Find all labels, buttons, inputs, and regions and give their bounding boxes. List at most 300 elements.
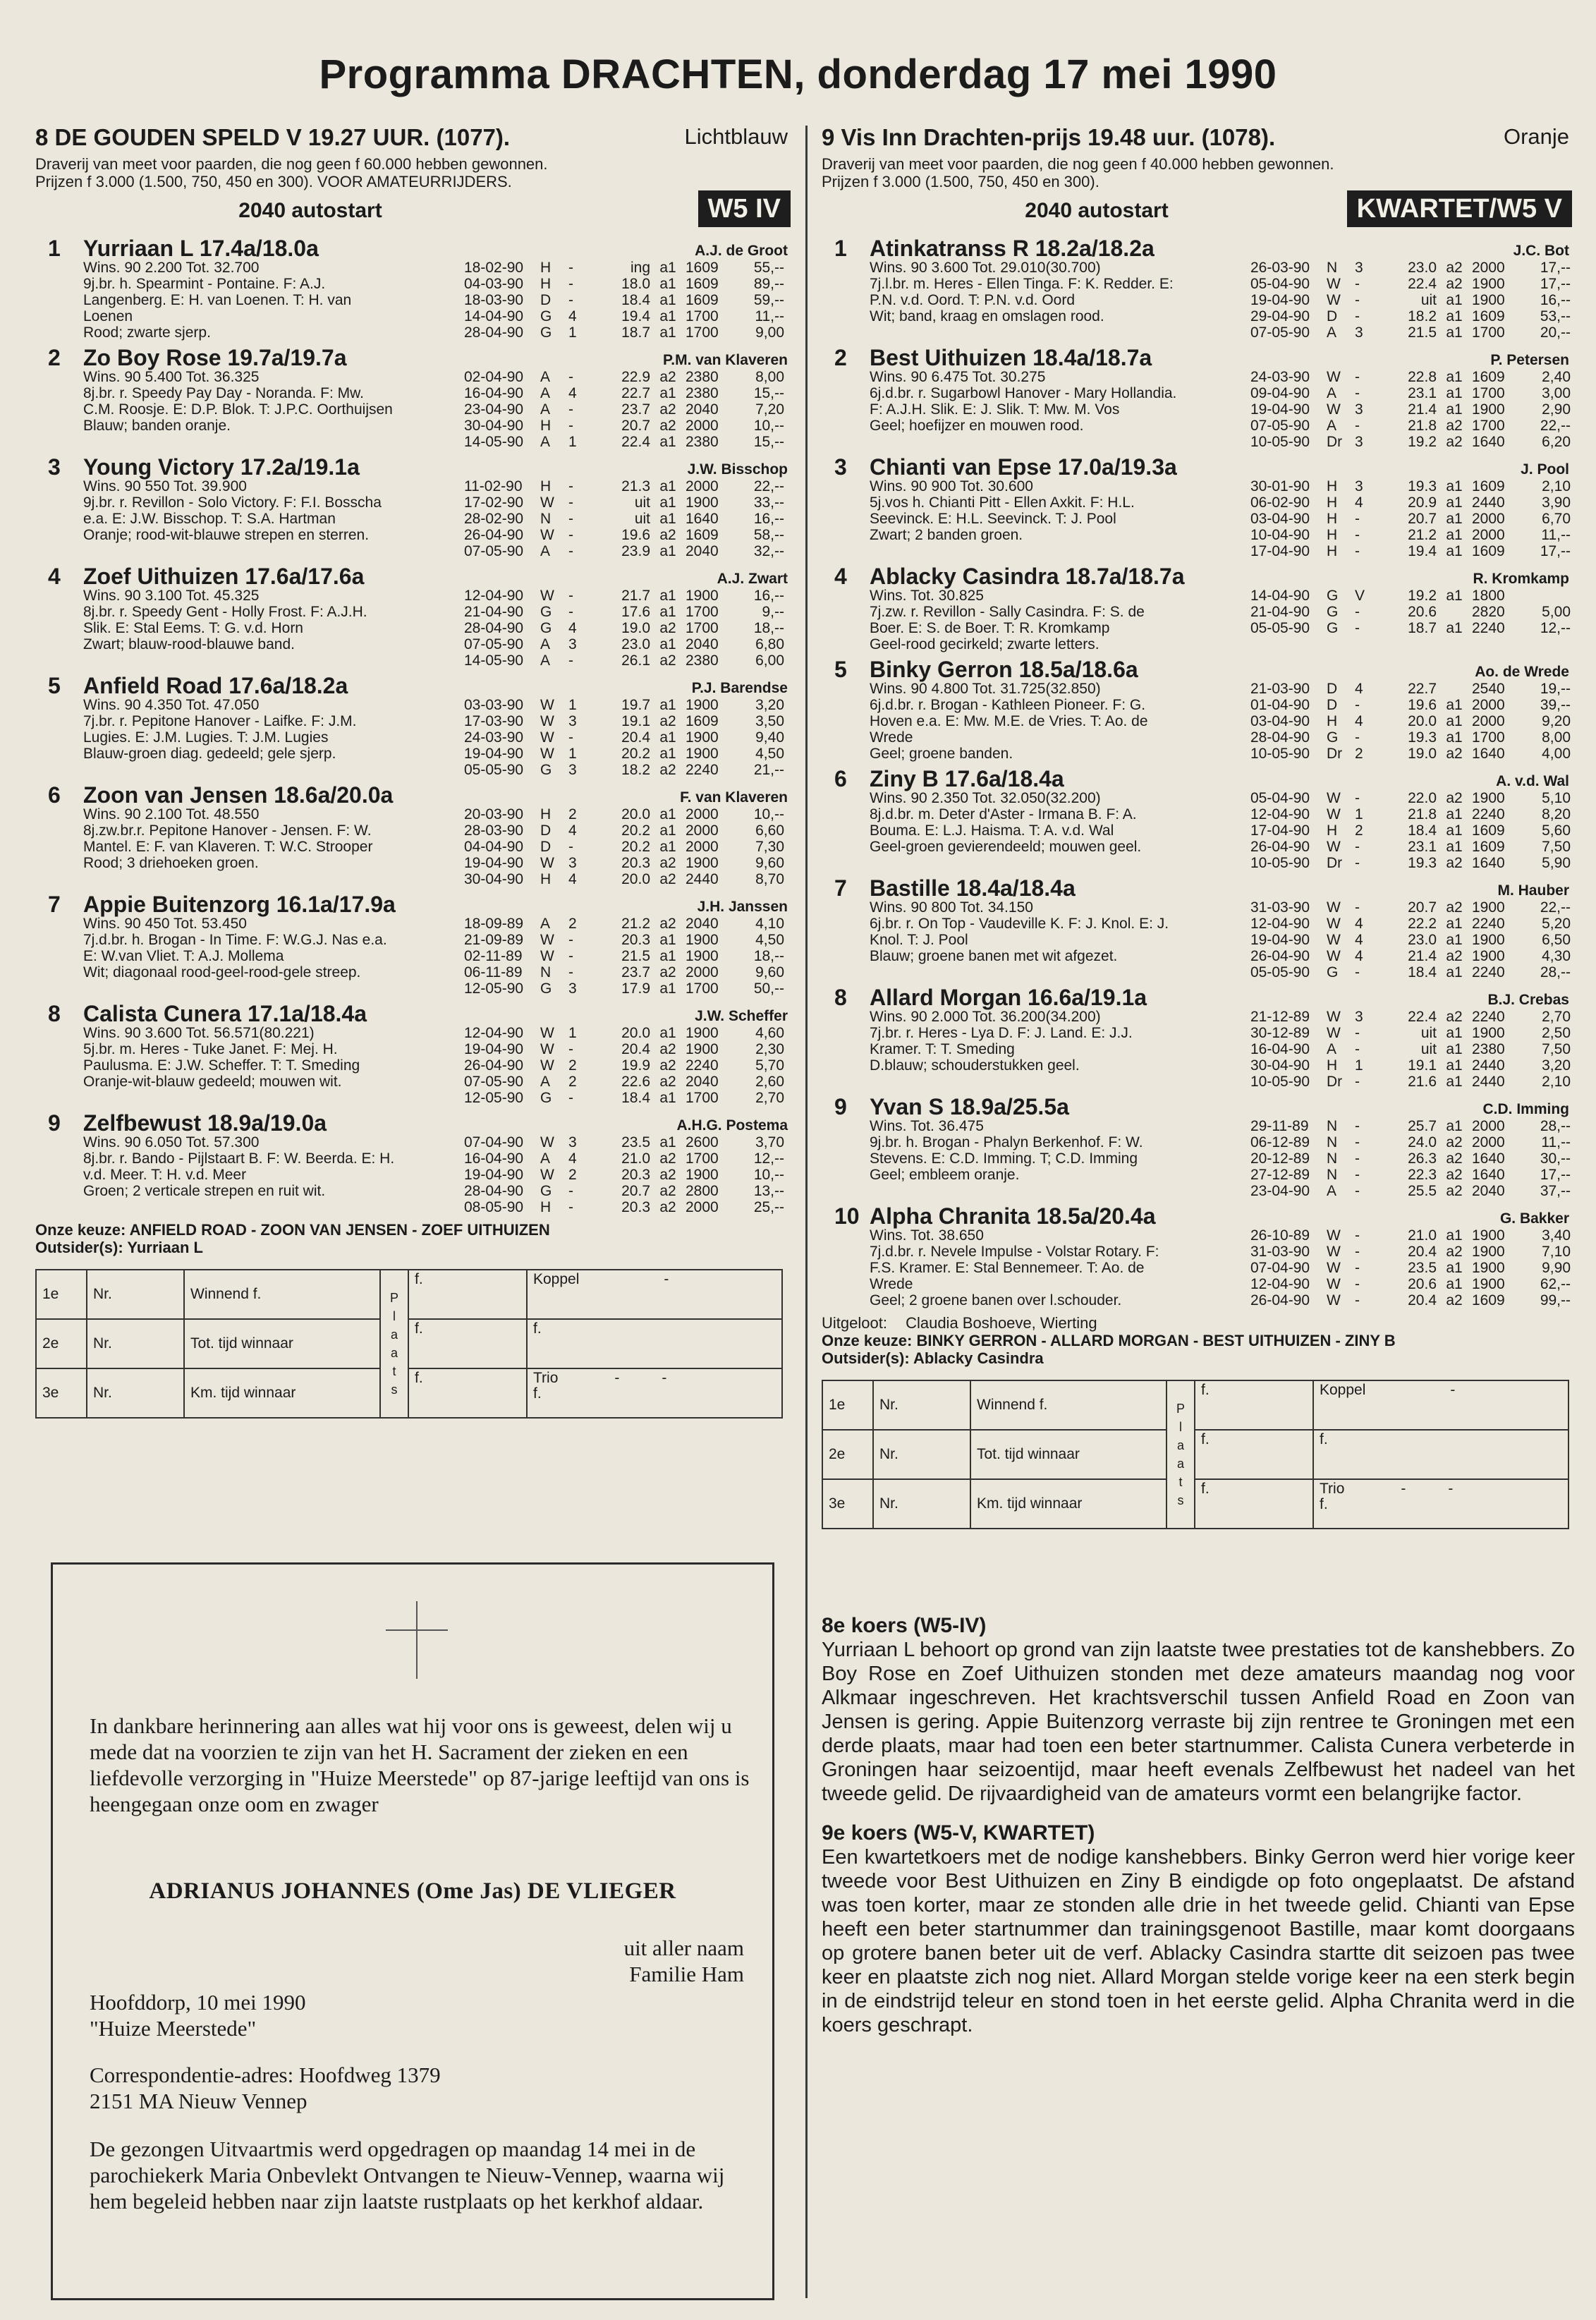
horse-info-line: Wins. Tot. 36.475 xyxy=(870,1118,984,1134)
run-date: 26-03-90 xyxy=(1250,260,1310,276)
run-start: a1 xyxy=(1446,1074,1463,1090)
result-place: 2e xyxy=(36,1319,87,1368)
run-time: ing xyxy=(630,260,650,276)
horse-info xyxy=(83,260,478,341)
form-row xyxy=(1250,588,1575,604)
horse-form-table xyxy=(1250,1009,1575,1090)
koppel-payout: f. xyxy=(1320,1431,1328,1447)
run-place: - xyxy=(1355,385,1360,401)
run-start: a2 xyxy=(1446,790,1463,806)
run-odds: 11,-- xyxy=(1541,1134,1571,1150)
run-date: 19-04-90 xyxy=(464,1041,524,1057)
run-time: uit xyxy=(634,511,650,527)
horse-info-line: Wins. 90 450 Tot. 53.450 xyxy=(83,916,247,932)
run-distance: 1609 xyxy=(686,713,719,729)
run-start: a1 xyxy=(659,1090,676,1106)
run-time: 21.2 xyxy=(621,916,650,932)
run-place: 2 xyxy=(568,1167,577,1183)
run-date: 31-03-90 xyxy=(1250,899,1310,916)
run-start: a2 xyxy=(1446,899,1463,916)
run-track: W xyxy=(1327,932,1341,948)
run-place: - xyxy=(1355,729,1360,746)
horse-number: 1 xyxy=(834,236,847,261)
run-distance: 2000 xyxy=(686,418,719,434)
run-distance: 2000 xyxy=(686,1199,719,1215)
run-place: 1 xyxy=(568,746,577,762)
form-row xyxy=(464,308,793,324)
run-date: 12-05-90 xyxy=(464,1090,524,1106)
result-place-payout: f. xyxy=(408,1319,527,1368)
horse-form-table xyxy=(1250,369,1575,450)
horse-number: 8 xyxy=(48,1001,61,1026)
run-odds: 5,60 xyxy=(1542,822,1571,839)
run-place: 1 xyxy=(568,1025,577,1041)
form-row xyxy=(464,746,793,762)
run-place: 4 xyxy=(568,620,577,636)
race-8-choice xyxy=(35,1221,793,1256)
run-track: W xyxy=(1327,1260,1341,1276)
race-8-start: 2040 autostart xyxy=(238,199,382,222)
form-row xyxy=(1250,511,1575,527)
run-place: 3 xyxy=(568,636,577,652)
run-track: A xyxy=(540,543,551,559)
horse-entry xyxy=(35,453,793,559)
run-track: N xyxy=(1327,1134,1338,1150)
result-bet xyxy=(1313,1430,1568,1479)
horse-name: Atinkatranss R 18.2a/18.2a xyxy=(870,236,1155,261)
form-row xyxy=(1250,418,1575,434)
run-track: W xyxy=(1327,899,1341,916)
run-date: 17-03-90 xyxy=(464,713,524,729)
run-time: 20.9 xyxy=(1408,494,1437,511)
run-date: 05-05-90 xyxy=(464,762,524,778)
form-row xyxy=(1250,478,1575,494)
run-time: 20.3 xyxy=(621,932,650,948)
horse-info-line: Oranje; rood-wit-blauwe strepen en sterren. xyxy=(83,527,370,543)
run-start: a1 xyxy=(1446,1118,1463,1134)
run-date: 19-04-90 xyxy=(464,1167,524,1183)
run-distance: 1900 xyxy=(1472,1276,1505,1292)
run-time: 19.4 xyxy=(1408,543,1437,559)
run-distance: 1900 xyxy=(686,1041,719,1057)
run-time: 24.0 xyxy=(1408,1134,1437,1150)
horse-header xyxy=(822,344,1575,369)
horse-number: 2 xyxy=(834,345,847,370)
run-time: 22.2 xyxy=(1408,916,1437,932)
run-date: 04-03-90 xyxy=(464,276,524,292)
horse-info-line: Wins. 90 3.600 Tot. 29.010(30.700) xyxy=(870,260,1101,276)
run-place: - xyxy=(1355,604,1360,620)
run-distance: 2240 xyxy=(686,1057,719,1074)
form-row xyxy=(464,418,793,434)
run-odds: 4,50 xyxy=(755,932,784,948)
run-odds: 59,-- xyxy=(753,292,784,308)
race-8-title: 8 DE GOUDEN SPELD V 19.27 UUR. (1077). xyxy=(35,124,511,150)
horse-name: Appie Buitenzorg 16.1a/17.9a xyxy=(83,892,396,917)
run-track: W xyxy=(1327,1276,1341,1292)
run-odds: 5,00 xyxy=(1542,604,1571,620)
form-row xyxy=(464,478,793,494)
run-track: W xyxy=(1327,1292,1341,1308)
run-odds: 2,50 xyxy=(1542,1025,1571,1041)
run-place: 4 xyxy=(1355,681,1363,697)
result-place: 2e xyxy=(822,1430,873,1479)
run-start: a1 xyxy=(1446,1227,1463,1244)
run-time: 20.2 xyxy=(621,822,650,839)
run-start: a2 xyxy=(1446,434,1463,450)
run-start: a1 xyxy=(1446,697,1463,713)
run-time: 21.6 xyxy=(1408,1074,1437,1090)
drawn-out-label: Uitgeloot: xyxy=(822,1314,887,1332)
run-start: a2 xyxy=(659,964,676,980)
notice-address-2: 2151 MA Nieuw Vennep xyxy=(90,2089,307,2113)
run-start: a1 xyxy=(659,324,676,341)
form-row xyxy=(1250,324,1575,341)
run-date: 23-04-90 xyxy=(1250,1183,1310,1199)
run-distance: 1900 xyxy=(1472,401,1505,418)
horse-info-line: 9j.br. h. Brogan - Phalyn Berkenhof. F: W. xyxy=(870,1134,1143,1150)
run-time: 18.4 xyxy=(1408,964,1437,980)
horse-driver: J.W. Scheffer xyxy=(695,1008,788,1024)
form-row xyxy=(1250,681,1575,697)
run-start: a1 xyxy=(659,308,676,324)
horse-number: 9 xyxy=(834,1094,847,1119)
result-plaats-letter: l xyxy=(1179,1420,1182,1434)
horse-info-line: D.blauw; schouderstukken geel. xyxy=(870,1057,1080,1074)
race-8-color: Lichtblauw xyxy=(684,124,788,149)
run-time: 18.4 xyxy=(621,292,650,308)
result-label: Winnend f. xyxy=(970,1380,1166,1430)
run-track: H xyxy=(1327,527,1338,543)
form-row xyxy=(1250,292,1575,308)
run-start: a1 xyxy=(1446,620,1463,636)
horse-details xyxy=(35,588,793,669)
run-distance: 2440 xyxy=(686,871,719,887)
run-distance: 1609 xyxy=(686,292,719,308)
run-distance: 2040 xyxy=(686,1074,719,1090)
run-place: - xyxy=(1355,1074,1360,1090)
horse-info-line: P.N. v.d. Oord. T: P.N. v.d. Oord xyxy=(870,292,1076,308)
result-place-payout: f. xyxy=(1195,1479,1313,1529)
horse-header xyxy=(35,1000,793,1025)
run-time: 23.1 xyxy=(1408,839,1437,855)
form-row xyxy=(464,652,793,669)
run-date: 26-04-90 xyxy=(1250,1292,1310,1308)
horse-name: Young Victory 17.2a/19.1a xyxy=(83,454,360,480)
horse-number: 3 xyxy=(834,454,847,480)
horse-info xyxy=(83,1025,478,1090)
run-date: 27-12-89 xyxy=(1250,1167,1310,1183)
run-time: 19.3 xyxy=(1408,729,1437,746)
run-date: 16-04-90 xyxy=(1250,1041,1310,1057)
horse-details xyxy=(822,1009,1575,1090)
run-odds: 17,-- xyxy=(1540,1167,1571,1183)
result-place: 3e xyxy=(822,1479,873,1529)
run-date: 12-04-90 xyxy=(464,588,524,604)
run-distance: 1700 xyxy=(686,604,719,620)
horse-info-line: Geel; 2 groene banen over l.schouder. xyxy=(870,1292,1122,1308)
run-place: - xyxy=(568,1199,573,1215)
run-distance: 1900 xyxy=(1472,276,1505,292)
run-date: 20-03-90 xyxy=(464,806,524,822)
run-start: a1 xyxy=(1446,1260,1463,1276)
form-row xyxy=(1250,1118,1575,1134)
horse-info-line: Hoven e.a. E: Mw. M.E. de Vries. T: Ao. de xyxy=(870,713,1148,729)
horse-entry xyxy=(822,1202,1575,1308)
horse-entry xyxy=(822,1093,1575,1199)
run-odds: 17,-- xyxy=(1540,543,1571,559)
run-date: 30-04-90 xyxy=(464,871,524,887)
race-9-start: 2040 autostart xyxy=(1025,199,1169,222)
run-time: 20.6 xyxy=(1408,1276,1437,1292)
run-track: W xyxy=(540,948,554,964)
race-9-color: Oranje xyxy=(1503,124,1569,149)
horse-details xyxy=(822,899,1575,980)
form-row xyxy=(464,511,793,527)
run-date: 26-04-90 xyxy=(1250,839,1310,855)
form-row xyxy=(464,839,793,855)
run-date: 17-04-90 xyxy=(1250,543,1310,559)
horse-info-line: Wins. 90 2.350 Tot. 32.050(32.200) xyxy=(870,790,1101,806)
run-place: 1 xyxy=(1355,806,1363,822)
run-start: a1 xyxy=(659,604,676,620)
run-place: - xyxy=(1355,855,1360,871)
run-start: a2 xyxy=(659,1057,676,1074)
run-date: 21-09-89 xyxy=(464,932,524,948)
run-odds: 13,-- xyxy=(753,1183,784,1199)
horse-number: 4 xyxy=(834,564,847,589)
form-row xyxy=(1250,369,1575,385)
run-date: 14-05-90 xyxy=(464,434,524,450)
run-time: 22.4 xyxy=(1408,1009,1437,1025)
horse-name: Binky Gerron 18.5a/18.6a xyxy=(870,657,1138,682)
run-odds: 11,-- xyxy=(755,308,784,324)
run-place: - xyxy=(1355,1227,1360,1244)
run-place: - xyxy=(1355,1167,1360,1183)
run-distance: 2440 xyxy=(1472,1057,1505,1074)
run-time: 19.4 xyxy=(621,308,650,324)
run-place: - xyxy=(1355,1292,1360,1308)
run-distance: 2040 xyxy=(686,543,719,559)
run-time: 21.0 xyxy=(621,1150,650,1167)
race-8-badge: W5 IV xyxy=(698,190,791,227)
run-time: 20.7 xyxy=(1408,511,1437,527)
run-time: 19.2 xyxy=(1408,434,1437,450)
outsider-label: Outsider(s): xyxy=(35,1239,123,1256)
run-place: 3 xyxy=(568,855,577,871)
run-place: - xyxy=(1355,369,1360,385)
run-distance: 2000 xyxy=(1472,697,1505,713)
run-track: H xyxy=(540,418,552,434)
horse-header xyxy=(35,234,793,260)
run-track: W xyxy=(540,1041,554,1057)
run-track: W xyxy=(540,1025,554,1041)
run-time: 21.4 xyxy=(1408,401,1437,418)
column-divider xyxy=(805,126,808,2298)
result-table xyxy=(35,1269,783,1419)
run-odds: 22,-- xyxy=(1540,418,1571,434)
koppel-label: Koppel xyxy=(533,1271,580,1287)
run-place: 1 xyxy=(1355,1057,1363,1074)
run-distance: 2000 xyxy=(1472,527,1505,543)
run-distance: 1900 xyxy=(1472,790,1505,806)
form-row xyxy=(464,324,793,341)
horse-driver: J.W. Bisschop xyxy=(687,461,788,478)
run-place: 2 xyxy=(568,1057,577,1074)
run-place: - xyxy=(568,276,573,292)
run-time: 19.3 xyxy=(1408,855,1437,871)
page-title: Programma DRACHTEN, donderdag 17 mei 1990 xyxy=(319,51,1277,97)
form-row xyxy=(1250,385,1575,401)
run-distance: 1900 xyxy=(1472,948,1505,964)
form-row xyxy=(464,822,793,839)
race-8-cond-line: Prijzen f 3.000 (1.500, 750, 450 en 300). VOOR AMATEURRIJDERS. xyxy=(35,173,512,190)
run-distance: 1800 xyxy=(1472,588,1505,604)
run-start: a1 xyxy=(1446,543,1463,559)
run-place: - xyxy=(568,543,573,559)
horse-info-line: Wins. 90 3.600 Tot. 56.571(80.221) xyxy=(83,1025,315,1041)
run-time: 21.5 xyxy=(1408,324,1437,341)
horse-name: Yurriaan L 17.4a/18.0a xyxy=(83,236,319,261)
run-odds: 4,60 xyxy=(755,1025,784,1041)
form-row xyxy=(464,260,793,276)
run-odds: 2,70 xyxy=(755,1090,784,1106)
run-start: a1 xyxy=(659,260,676,276)
run-odds: 3,70 xyxy=(755,1134,784,1150)
run-start: a1 xyxy=(659,729,676,746)
form-row xyxy=(1250,964,1575,980)
run-date: 26-04-90 xyxy=(1250,948,1310,964)
run-time: 20.3 xyxy=(621,1199,650,1215)
race-9-cond-line: Prijzen f 3.000 (1.500, 750, 450 en 300). xyxy=(822,173,1099,190)
run-time: 22.7 xyxy=(1408,681,1437,697)
run-date: 21-03-90 xyxy=(1250,681,1310,697)
horse-entry xyxy=(35,234,793,341)
run-odds: 16,-- xyxy=(753,588,784,604)
run-time: 26.1 xyxy=(621,652,650,669)
run-start: a1 xyxy=(659,839,676,855)
horse-info-line: 5j.vos h. Chianti Pitt - Ellen Axkit. F: H.L. xyxy=(870,494,1135,511)
run-track: A xyxy=(1327,1041,1337,1057)
horse-driver: A.J. de Groot xyxy=(695,243,788,259)
horse-info-line: Rood; zwarte sjerp. xyxy=(83,324,211,341)
horse-details xyxy=(35,1134,793,1215)
run-odds xyxy=(1521,588,1571,604)
run-distance: 2600 xyxy=(686,1134,719,1150)
result-row xyxy=(822,1479,1568,1529)
run-track: W xyxy=(540,494,554,511)
run-date: 12-04-90 xyxy=(464,1025,524,1041)
horse-info-line: Mantel. E: F. van Klaveren. T: W.C. Strooper xyxy=(83,839,373,855)
run-place: - xyxy=(568,839,573,855)
horse-info-line: Wins. 90 2.200 Tot. 32.700 xyxy=(83,260,260,276)
run-place: - xyxy=(568,511,573,527)
run-track: G xyxy=(540,762,552,778)
notice-home: "Huize Meerstede" xyxy=(90,2016,257,2041)
run-odds: 2,30 xyxy=(755,1041,784,1057)
result-plaats-letter: P xyxy=(1176,1402,1185,1416)
run-date: 09-04-90 xyxy=(1250,385,1310,401)
run-odds: 7,50 xyxy=(1542,1041,1571,1057)
form-row xyxy=(1250,494,1575,511)
run-odds: 6,80 xyxy=(755,636,784,652)
run-date: 07-04-90 xyxy=(464,1134,524,1150)
run-distance: 1700 xyxy=(686,324,719,341)
run-place: 4 xyxy=(1355,948,1363,964)
result-plaats-letter: a xyxy=(390,1328,398,1342)
choice-label: Onze keuze: xyxy=(822,1332,913,1349)
run-track: A xyxy=(540,636,551,652)
run-start: a2 xyxy=(659,1150,676,1167)
horse-info-line: Wins. 90 6.475 Tot. 30.275 xyxy=(870,369,1046,385)
run-odds: 9,60 xyxy=(755,855,784,871)
horse-info-line: Wit; diagonaal rood-geel-rood-gele streep. xyxy=(83,964,361,980)
form-row xyxy=(1250,604,1575,620)
form-row xyxy=(464,604,793,620)
run-track: W xyxy=(1327,276,1341,292)
horse-form-table xyxy=(1250,790,1575,871)
horse-entry xyxy=(35,672,793,778)
horse-form-table xyxy=(1250,899,1575,980)
horse-info-line: Lugies. E: J.M. Lugies. T: J.M. Lugies xyxy=(83,729,329,746)
run-track: A xyxy=(1327,1183,1337,1199)
horse-info-line: Geel; hoefijzer en mouwen rood. xyxy=(870,418,1084,434)
run-distance: 2380 xyxy=(686,434,719,450)
run-time: 18.2 xyxy=(1408,308,1437,324)
horse-header xyxy=(822,1202,1575,1227)
horse-entry xyxy=(35,781,793,887)
run-start: a1 xyxy=(659,980,676,997)
run-place: - xyxy=(568,932,573,948)
horse-number: 5 xyxy=(834,657,847,682)
run-start: a1 xyxy=(1446,822,1463,839)
run-odds: 10,-- xyxy=(753,806,784,822)
run-distance: 2380 xyxy=(686,652,719,669)
run-track: W xyxy=(540,1167,554,1183)
horse-info xyxy=(83,478,478,543)
horse-info xyxy=(83,588,478,652)
horse-driver: C.D. Imming xyxy=(1482,1101,1569,1117)
run-place: 3 xyxy=(1355,434,1363,450)
result-bet xyxy=(1313,1479,1568,1529)
run-distance: 1609 xyxy=(1472,478,1505,494)
run-time: 23.1 xyxy=(1408,385,1437,401)
run-track: W xyxy=(540,746,554,762)
horse-info-line: 8j.br. r. Speedy Pay Day - Noranda. F: Mw. xyxy=(83,385,365,401)
run-date: 10-05-90 xyxy=(1250,434,1310,450)
form-row xyxy=(1250,1009,1575,1025)
run-time: 19.0 xyxy=(621,620,650,636)
form-row xyxy=(1250,1183,1575,1199)
run-place: 1 xyxy=(568,324,577,341)
run-distance: 1700 xyxy=(686,620,719,636)
form-row xyxy=(1250,746,1575,762)
choice-value: ANFIELD ROAD - ZOON VAN JENSEN - ZOEF UITHUIZEN xyxy=(129,1221,550,1239)
run-place: 4 xyxy=(1355,713,1363,729)
commentary-text: Een kwartetkoers met de nodige kanshebbers. Binky Gerron werd hier vorige keer tweede voor Best Uithuizen en Ziny B eindigde op foto ongeplaatst. De afstand was toen korter, maar ze stonden alle drie in het tweede gelid. Chianti van Epse heeft een beter startnummer dan trainingsgenoot Bastille, maar komt doorgaans op grotere banen beter uit de verf. Ablacky Casindra startte dit seizoen pas twee keer en plaatste zich nog niet. Allard Morgan stelde vorige keer na een sterk begin in de eindstrijd teleur en stond toen in het eerste gelid. Alpha Chranita werd in die koers geschrapt. xyxy=(822,1846,1575,2036)
cross-icon xyxy=(416,1601,418,1679)
form-row xyxy=(464,543,793,559)
run-start: a1 xyxy=(659,511,676,527)
run-odds: 2,70 xyxy=(1542,1009,1571,1025)
run-odds: 10,-- xyxy=(753,418,784,434)
run-start: a1 xyxy=(1446,916,1463,932)
run-start: a2 xyxy=(659,1183,676,1199)
run-place: 4 xyxy=(1355,494,1363,511)
run-distance: 1900 xyxy=(1472,1025,1505,1041)
run-track: W xyxy=(1327,839,1341,855)
run-place: 3 xyxy=(1355,401,1363,418)
